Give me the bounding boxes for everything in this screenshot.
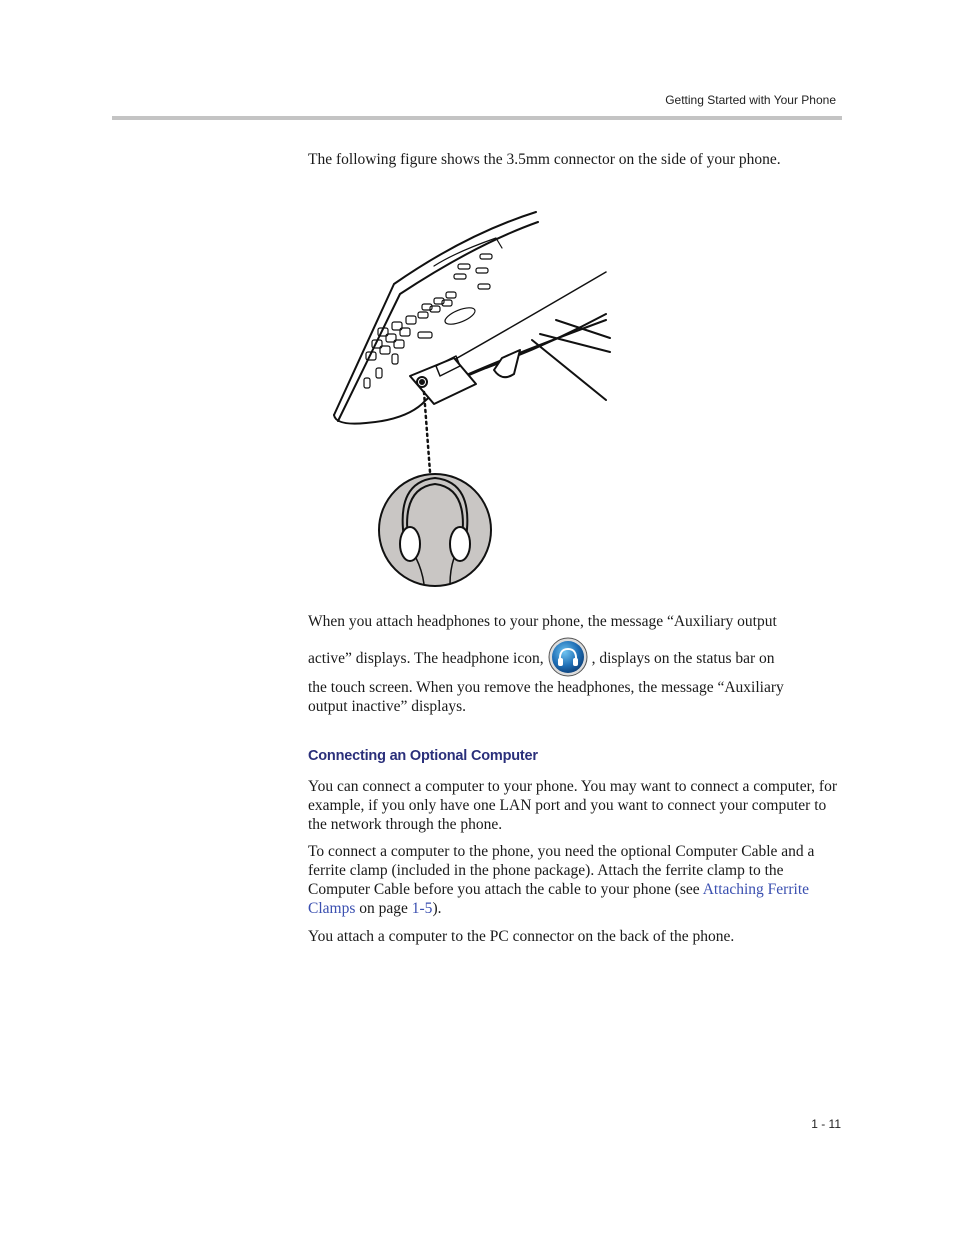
attaching-ferrite-clamps-link[interactable]: Attaching Ferrite Clamps: [308, 881, 810, 917]
intro-paragraph: [308, 150, 842, 169]
phone-connector-figure: [326, 208, 626, 592]
section-heading: Connecting an Optional Computer: [308, 748, 538, 764]
headphones-line-2-before: active” displays. The headphone icon,: [308, 650, 544, 667]
page-number: 1 - 11: [811, 1117, 841, 1131]
para-3: [308, 927, 842, 946]
header-rule: [112, 116, 842, 120]
para-2-middle: on page: [355, 900, 412, 917]
headphones-line-3: the touch screen. When you remove the headphones, the message “Auxiliary: [308, 679, 784, 697]
headphones-line-2: [308, 639, 842, 679]
para-2: [308, 842, 842, 918]
headphones-line-2-after: , displays on the status bar on: [591, 650, 775, 667]
para-1: [308, 777, 842, 834]
intro-text: The following figure shows the 3.5mm connector on the side of your phone.: [308, 151, 781, 168]
headphones-line-4: output inactive” displays.: [308, 698, 466, 716]
para-1-text: You can connect a computer to your phone. You may want to connect a computer, for example, if you only have one LAN port and you want to connect your computer to the network through the phone.: [308, 778, 837, 833]
headphones-line-1: When you attach headphones to your phone, the message “Auxiliary output: [308, 613, 777, 630]
running-header: Getting Started with Your Phone: [665, 93, 836, 107]
headphone-status-icon: [548, 637, 588, 677]
page-reference-link[interactable]: 1-5: [411, 900, 433, 917]
para-2-end: ).: [432, 900, 442, 917]
para-2-before-link: To connect a computer to the phone, you need the optional Computer Cable and a ferrite clamp (included in the phone package). Attach the ferrite clamp to the Computer Cable before you attach the cable to your phone (see: [308, 843, 815, 898]
para-2-text: [308, 842, 842, 918]
para-3-text: You attach a computer to the PC connector on the back of the phone.: [308, 928, 735, 945]
headphones-paragraph: [308, 612, 842, 716]
